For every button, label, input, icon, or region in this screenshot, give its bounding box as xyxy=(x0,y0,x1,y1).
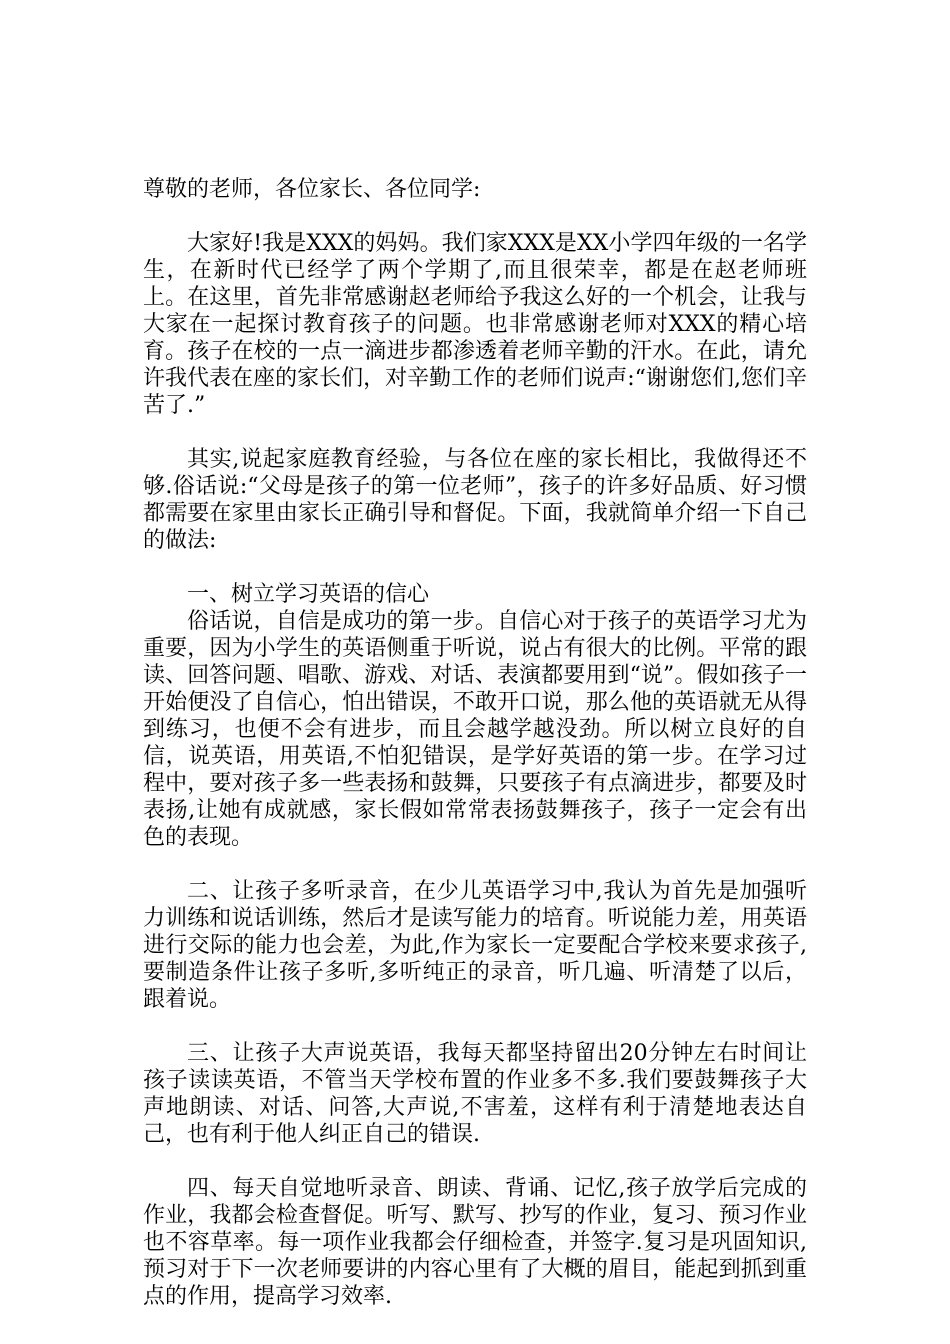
paragraph-confidence: 俗话说，自信是成功的第一步。自信心对于孩子的英语学习尤为重要，因为小学生的英语侧重于听说，说占有很大的比例。平常的跟读、回答问题、唱歌、游戏、对话、表演都要用到“说”。假如孩子一开始便没了自信心，怕出错误，不敢开口说，那么他的英语就无从得到练习，也便不会有进步，而且会越学越没劲。所以树立良好的自信，说英语，用英语,不怕犯错误，是学好英语的第一步。在学习过程中，要对孩子多一些表扬和鼓舞，只要孩子有点滴进步，都要及时表扬,让她有成就感，家长假如常常表扬鼓舞孩子，孩子一定会有出色的表现。 xyxy=(143,609,807,850)
paragraph-introduction: 其实,说起家庭教育经验，与各位在座的家长相比，我做得还不够.俗话说:“父母是孩子的第一位老师”，孩子的许多好品质、好习惯都需要在家里由家长正确引导和督促。下面，我就简单介绍一下自己的做法: xyxy=(143,447,807,553)
paragraph-speaking: 三、让孩子大声说英语，我每天都坚持留出20分钟左右时间让孩子读读英语，不管当天学校布置的作业多不多.我们要鼓舞孩子大声地朗读、对话、问答,大声说,不害羞，这样有利于清楚地表达自己，也有利于他人纠正自己的错误. xyxy=(143,1041,807,1147)
document-body xyxy=(143,176,807,1310)
paragraph-listening: 二、让孩子多听录音，在少儿英语学习中,我认为首先是加强听力训练和说话训练，然后才是读写能力的培育。听说能力差，用英语进行交际的能力也会差，为此,作为家长一定要配合学校来要求孩子,要制造条件让孩子多听,多听纯正的录音，听几遍、听清楚了以后，跟着说。 xyxy=(143,879,807,1012)
salutation: 尊敬的老师，各位家长、各位同学: xyxy=(143,177,481,202)
section-heading-confidence: 一、树立学习英语的信心 xyxy=(187,582,430,607)
paragraph-daily-practice: 四、每天自觉地听录音、朗读、背诵、记忆,孩子放学后完成的作业，我都会检查督促。听写、默写、抄写的作业，复习、预习作业也不容草率。每一项作业我都会仔细检查，并签字.复习是巩固知识,预习对于下一次老师要讲的内容心里有了大概的眉目，能起到抓到重点的作用，提高学习效率. xyxy=(143,1176,807,1309)
paragraph-greeting: 大家好!我是XXX的妈妈。我们家XXX是XX小学四年级的一名学生，在新时代已经学了两个学期了,而且很荣幸，都是在赵老师班上。在这里，首先非常感谢赵老师给予我这么好的一个机会，让我与大家在一起探讨教育孩子的问题。也非常感谢老师对XXX的精心培育。孩子在校的一点一滴进步都渗透着老师辛勤的汗水。在此，请允许我代表在座的家长们，对辛勤工作的老师们说声:“谢谢您们,您们辛苦了.” xyxy=(143,231,807,418)
